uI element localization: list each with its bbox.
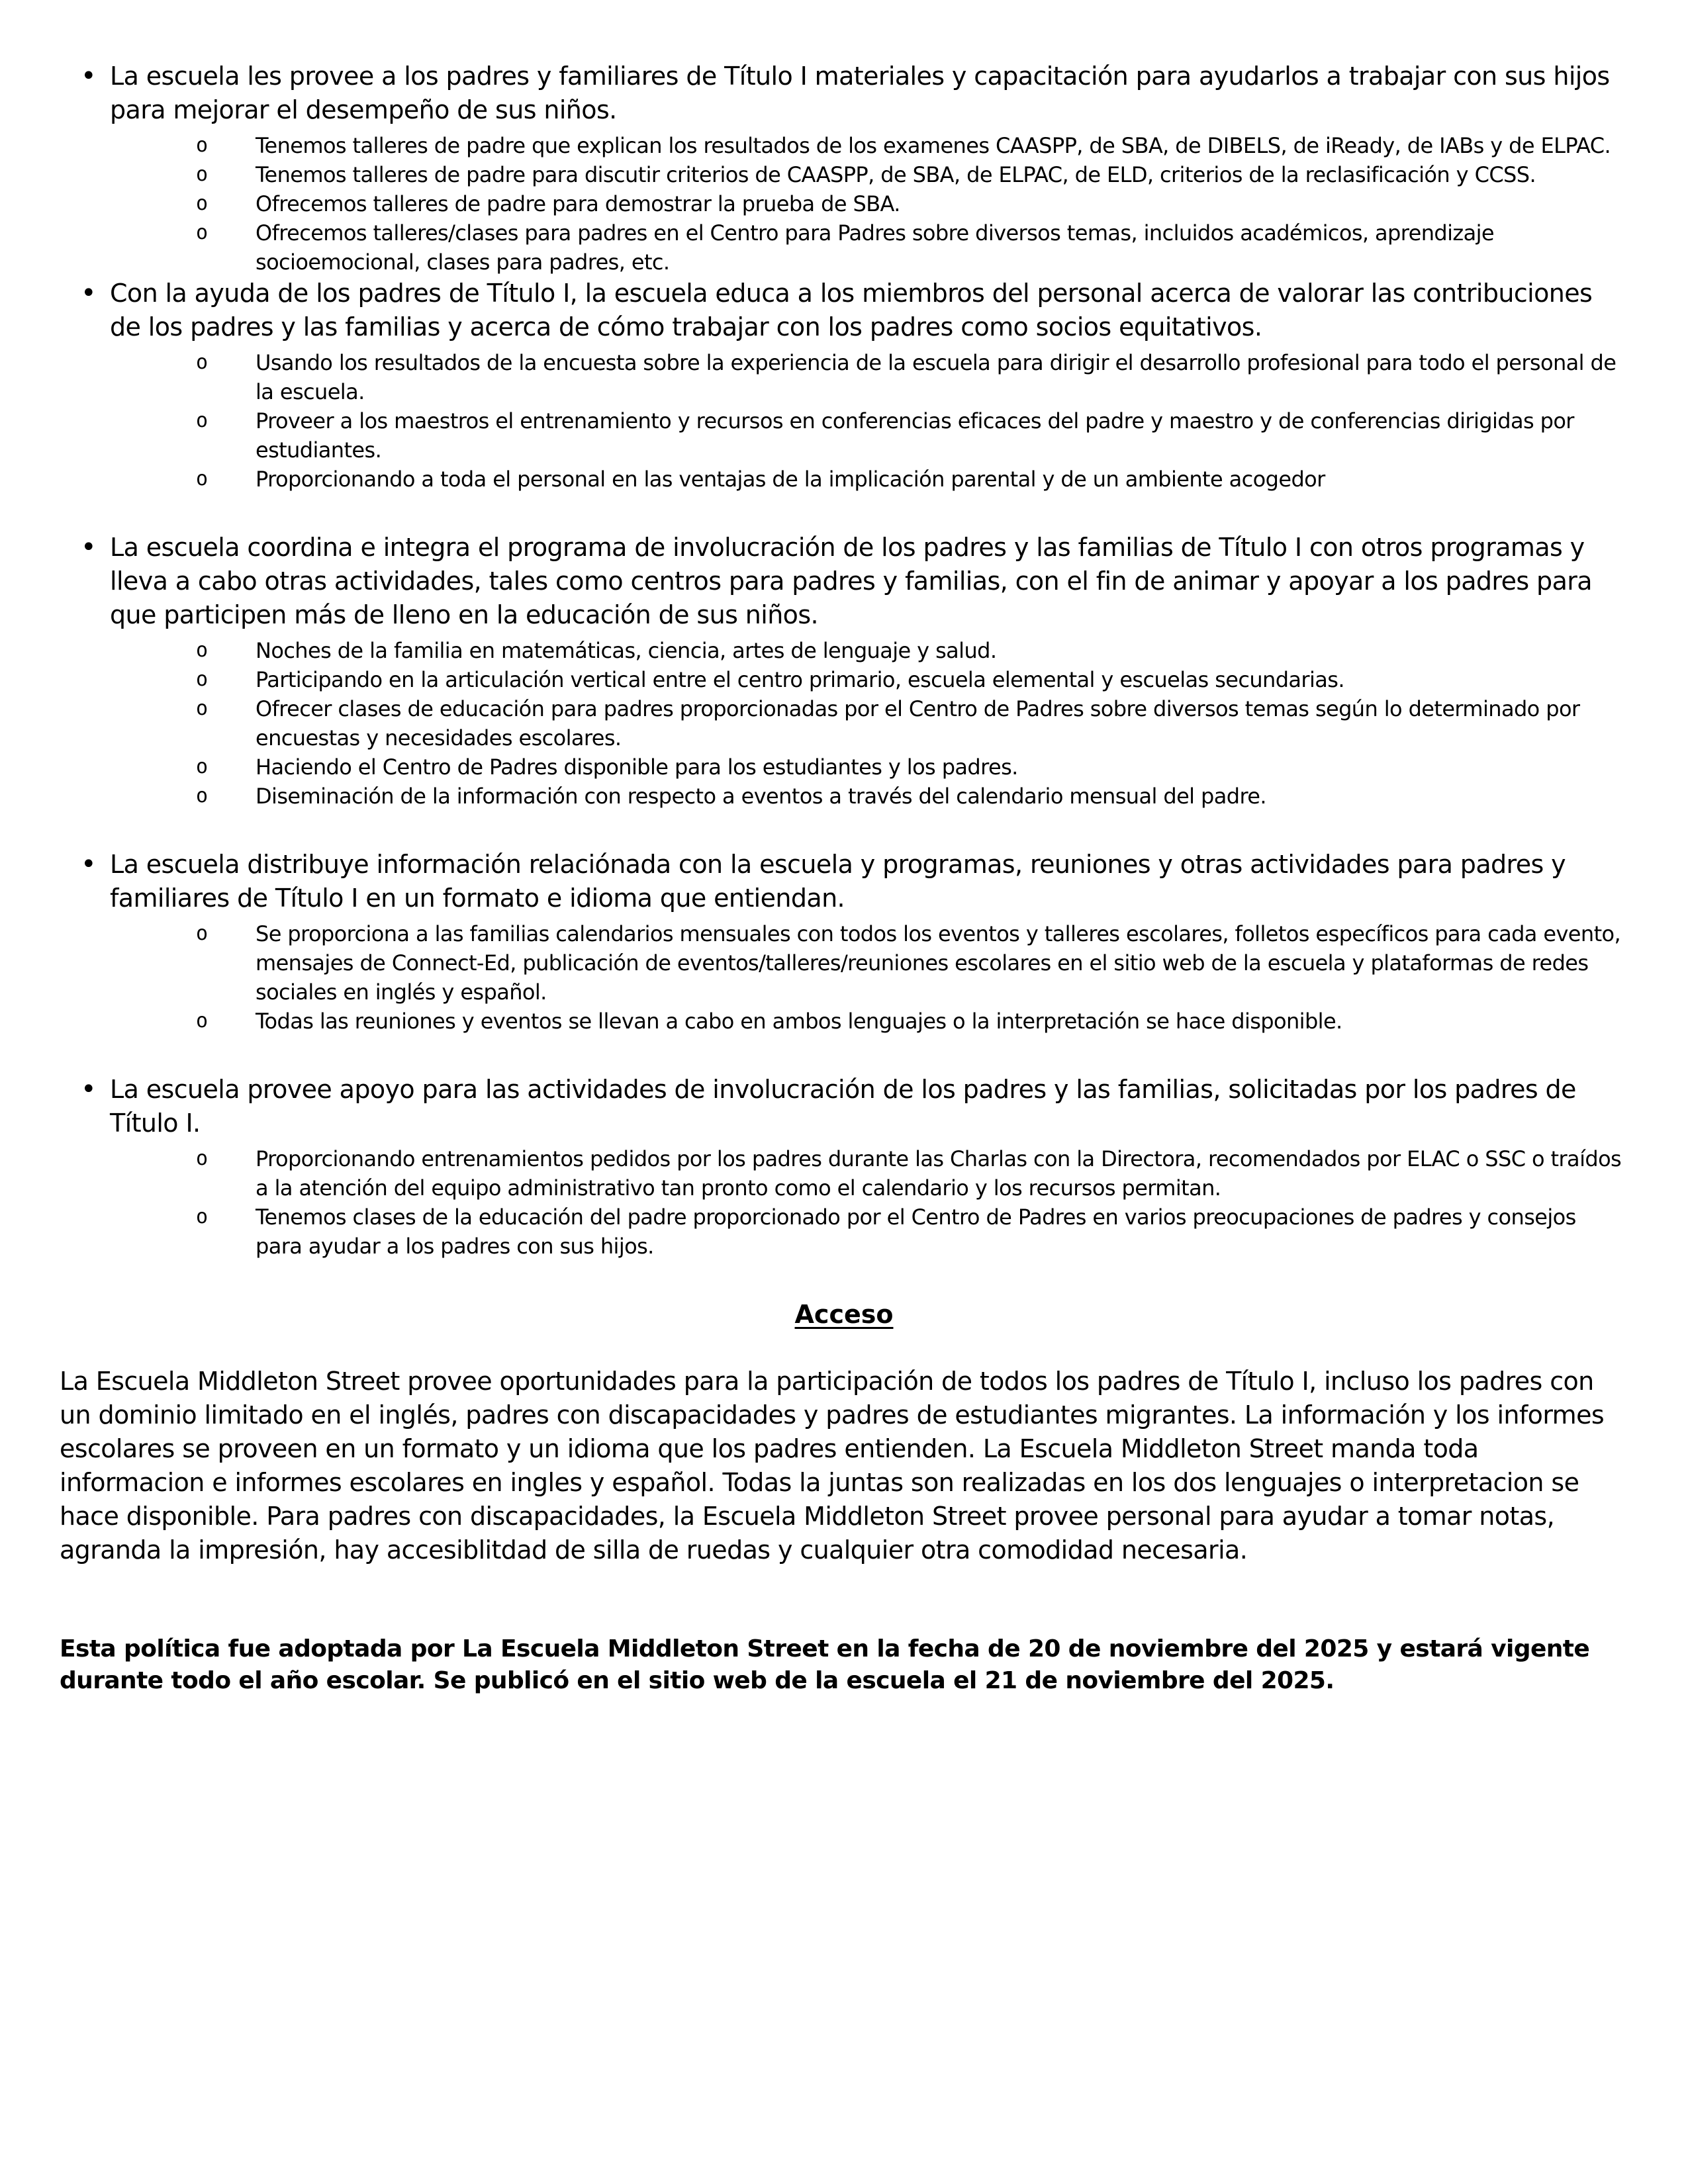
sub-item-text: Tenemos talleres de padre que explican los resultados de los examenes CAASPP, de SBA, de DIBELS, de iReady, de IABs y de ELPAC.	[256, 133, 1611, 158]
circle-bullet-icon: o	[196, 467, 209, 490]
sub-list	[110, 348, 1628, 494]
sub-item-text: Proporcionando a toda el personal en las ventajas de la implicación parental y de un ambiente acogedor	[256, 467, 1325, 492]
sub-item	[110, 694, 1628, 752]
sub-item	[110, 782, 1628, 811]
sub-item	[110, 752, 1628, 782]
circle-bullet-icon: o	[196, 1009, 209, 1032]
circle-bullet-icon: o	[196, 163, 209, 186]
bullet-icon: •	[81, 61, 97, 91]
policy-item	[60, 1073, 1628, 1261]
sub-item	[110, 218, 1628, 277]
sub-item	[110, 1007, 1628, 1036]
sub-item-text: Proporcionando entrenamientos pedidos por los padres durante las Charlas con la Directora, recomendados por ELAC o SSC o traídos a la atención del equipo administrativo tan pronto como el calendario y los recursos permitan.	[256, 1146, 1622, 1201]
circle-bullet-icon: o	[196, 668, 209, 691]
bullet-icon: •	[81, 849, 97, 880]
sub-item-text: Tenemos talleres de padre para discutir criterios de CAASPP, de SBA, de ELPAC, de ELD, criterios de la reclasificación y CCSS.	[256, 162, 1536, 187]
bullet-icon: •	[81, 532, 97, 563]
circle-bullet-icon: o	[196, 697, 209, 720]
access-heading: Acceso	[794, 1300, 894, 1329]
sub-item-text: Ofrecemos talleres de padre para demostrar la prueba de SBA.	[256, 191, 900, 216]
policy-item	[60, 277, 1628, 494]
sub-item-text: Tenemos clases de la educación del padre proporcionado por el Centro de Padres en varios preocupaciones de padres y consejos para ayudar a los padres con sus hijos.	[256, 1205, 1576, 1259]
sub-item	[110, 919, 1628, 1007]
circle-bullet-icon: o	[196, 1147, 209, 1170]
sub-item-text: Diseminación de la información con respecto a eventos a través del calendario mensual del padre.	[256, 784, 1266, 809]
policy-list	[60, 60, 1628, 1261]
sub-item	[110, 189, 1628, 218]
sub-list	[110, 919, 1628, 1036]
sub-list	[110, 1144, 1628, 1261]
circle-bullet-icon: o	[196, 1205, 209, 1228]
sub-item	[110, 160, 1628, 189]
sub-item-text: Usando los resultados de la encuesta sobre la experiencia de la escuela para dirigir el desarrollo profesional para todo el personal de la escuela.	[256, 350, 1617, 404]
sub-item	[110, 665, 1628, 694]
circle-bullet-icon: o	[196, 639, 209, 662]
access-paragraph: La Escuela Middleton Street provee oportunidades para la participación de todos los padres de Título I, incluso los padres con un dominio limitado en el inglés, padres con discapacidades y padres de estudiantes migrantes. La información y los informes escolares se proveen en un formato y un idioma que los padres entienden. La Escuela Middleton Street manda toda informacion e informes escolares en ingles y español. Todas la juntas son realizadas en los dos lenguajes o interpretacion se hace disponible. Para padres con discapacidades, la Escuela Middleton Street provee personal para ayudar a tomar notas, agranda la impresión, hay accesiblitdad de silla de ruedas y cualquier otra comodidad necesaria.	[60, 1367, 1605, 1565]
circle-bullet-icon: o	[196, 192, 209, 215]
sub-item-text: Ofrecer clases de educación para padres proporcionadas por el Centro de Padres sobre diversos temas según lo determinado por encuestas y necesidades escolares.	[256, 696, 1580, 751]
policy-item-text: La escuela provee apoyo para las actividades de involucración de los padres y las familias, solicitadas por los padres de Título I.	[110, 1075, 1576, 1138]
sub-item-text: Participando en la articulación vertical entre el centro primario, escuela elemental y escuelas secundarias.	[256, 667, 1344, 692]
sub-item	[110, 1203, 1628, 1261]
circle-bullet-icon: o	[196, 922, 209, 945]
sub-item-text: Noches de la familia en matemáticas, ciencia, artes de lenguaje y salud.	[256, 638, 997, 663]
sub-item	[110, 1144, 1628, 1203]
sub-item-text: Haciendo el Centro de Padres disponible para los estudiantes y los padres.	[256, 754, 1018, 780]
circle-bullet-icon: o	[196, 784, 209, 807]
sub-item	[110, 406, 1628, 465]
sub-item	[110, 131, 1628, 160]
policy-item	[60, 531, 1628, 811]
sub-item	[110, 348, 1628, 406]
bullet-icon: •	[81, 1074, 97, 1105]
policy-item-text: La escuela distribuye información relaciónada con la escuela y programas, reuniones y otras actividades para padres y familiares de Título I en un formato e idioma que entiendan.	[110, 850, 1566, 913]
bullet-icon: •	[81, 278, 97, 308]
policy-item-text: Con la ayuda de los padres de Título I, la escuela educa a los miembros del personal acerca de valorar las contribuciones de los padres y las familias y acerca de cómo trabajar con los padres como socios equitativos.	[110, 279, 1593, 341]
sub-item-text: Se proporciona a las familias calendarios mensuales con todos los eventos y talleres escolares, folletos específicos para cada evento, mensajes de Connect-Ed, publicación de eventos/talleres/reuniones escolares en el sitio web de la escuela y plataformas de redes sociales en inglés y español.	[256, 921, 1621, 1005]
policy-item-text: La escuela les provee a los padres y familiares de Título I materiales y capacitación para ayudarlos a trabajar con sus hijos para mejorar el desempeño de sus niños.	[110, 62, 1610, 124]
sub-item	[110, 465, 1628, 494]
sub-item-text: Ofrecemos talleres/clases para padres en el Centro para Padres sobre diversos temas, incluidos académicos, aprendizaje socioemocional, clases para padres, etc.	[256, 220, 1494, 275]
circle-bullet-icon: o	[196, 351, 209, 374]
policy-item-text: La escuela coordina e integra el programa de involucración de los padres y las familias de Título I con otros programas y lleva a cabo otras actividades, tales como centros para padres y familias, con el fin de animar y apoyar a los padres para que participen más de lleno en la educación de sus niños.	[110, 533, 1592, 629]
circle-bullet-icon: o	[196, 409, 209, 432]
circle-bullet-icon: o	[196, 221, 209, 244]
sub-item	[110, 636, 1628, 665]
sub-item-text: Todas las reuniones y eventos se llevan a cabo en ambos lenguajes o la interpretación se hace disponible.	[256, 1009, 1342, 1034]
sub-list	[110, 636, 1628, 811]
circle-bullet-icon: o	[196, 755, 209, 778]
policy-item	[60, 60, 1628, 277]
circle-bullet-icon: o	[196, 134, 209, 157]
adoption-statement: Esta política fue adoptada por La Escuela Middleton Street en la fecha de 20 de noviembre del 2025 y estará vigente durante todo el año escolar. Se publicó en el sitio web de la escuela el 21 de noviembre del 2025.	[60, 1635, 1590, 1694]
document-page	[60, 60, 1628, 1697]
sub-list	[110, 131, 1628, 277]
policy-item	[60, 848, 1628, 1036]
sub-item-text: Proveer a los maestros el entrenamiento y recursos en conferencias eficaces del padre y maestro y de conferencias dirigidas por estudiantes.	[256, 408, 1574, 463]
